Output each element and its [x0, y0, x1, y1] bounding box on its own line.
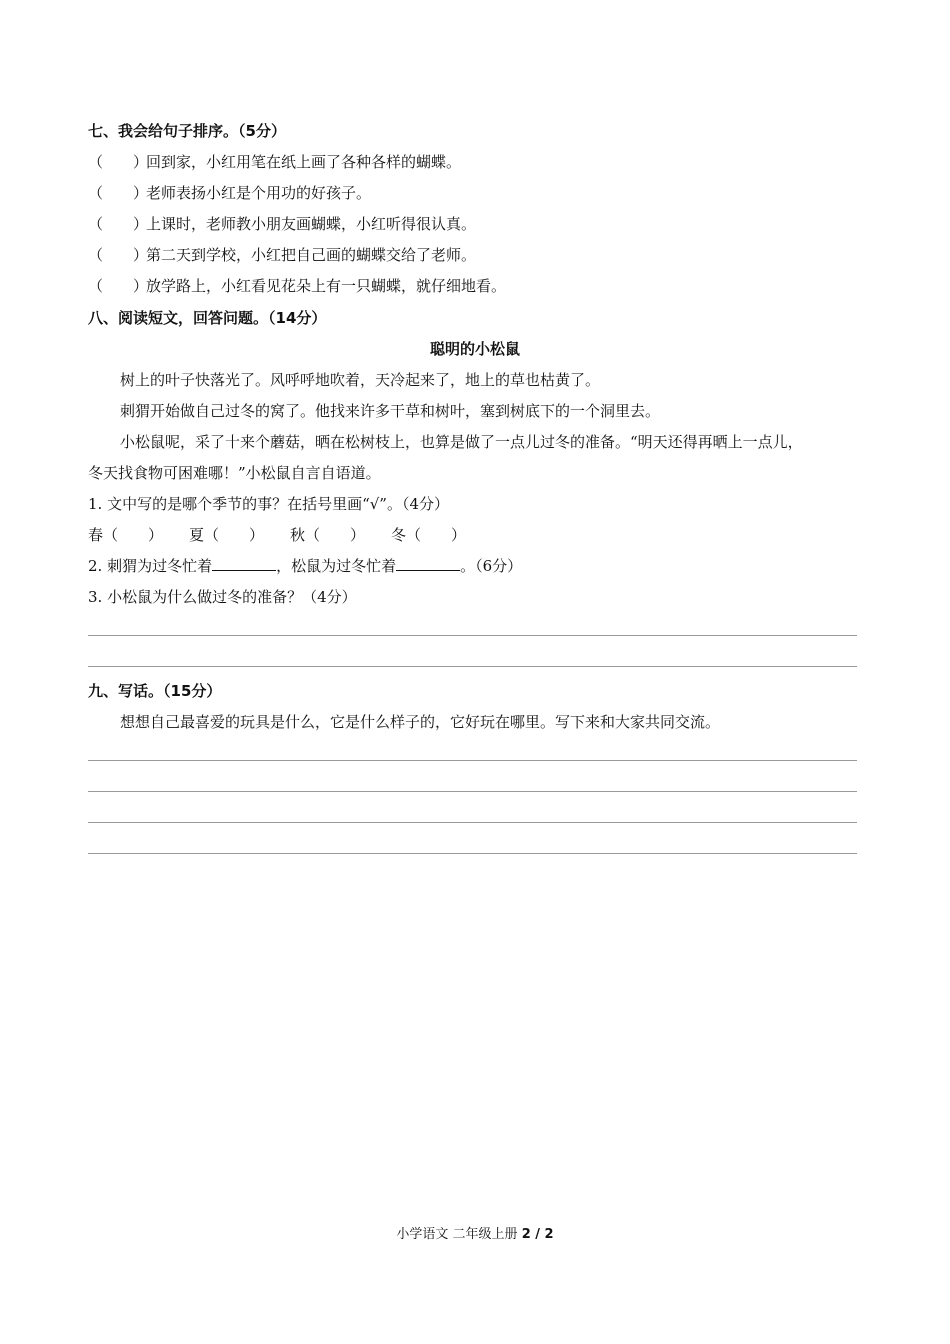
season-spring[interactable]: 春（ ）	[88, 526, 164, 544]
page-footer	[0, 1226, 950, 1244]
answer-bracket[interactable]: （ ）	[88, 153, 149, 171]
sort-item-2	[88, 183, 371, 203]
page-number: 2 / 2	[521, 1227, 554, 1242]
question-2-part3: 。（6分）	[460, 557, 523, 575]
hedgehog-answer-blank[interactable]	[212, 556, 276, 571]
sort-item-text: 放学路上，小红看见花朵上有一只蝴蝶，就仔细地看。	[146, 277, 507, 295]
footer-text: 小学语文 二年级上册	[396, 1227, 522, 1242]
sort-item-3	[88, 214, 476, 234]
sort-item-1	[88, 152, 461, 172]
section9-heading: 九、写话。（15分）	[88, 682, 222, 700]
story-paragraph-1: 树上的叶子快落光了。风呼呼地吹着，天冷起来了，地上的草也枯黄了。	[120, 371, 601, 389]
story-paragraph-3: 小松鼠呢，采了十来个蘑菇，晒在松树枝上，也算是做了一点儿过冬的准备。“明天还得再晒上一点儿，	[120, 433, 803, 451]
sort-item-text: 老师表扬小红是个用功的好孩子。	[146, 184, 372, 202]
question-1: 1. 文中写的是哪个季节的事？在括号里画“√”。（4分）	[88, 495, 450, 513]
story-paragraph-2: 刺猬开始做自己过冬的窝了。他找来许多干草和树叶，塞到树底下的一个洞里去。	[120, 402, 661, 420]
sort-item-text: 上课时，老师教小朋友画蝴蝶，小红听得很认真。	[146, 215, 477, 233]
answer-line-q3-2[interactable]	[88, 666, 857, 667]
season-options	[88, 525, 492, 545]
answer-bracket[interactable]: （ ）	[88, 246, 149, 264]
season-autumn[interactable]: 秋（ ）	[290, 526, 366, 544]
writing-line-4[interactable]	[88, 853, 857, 854]
answer-bracket[interactable]: （ ）	[88, 277, 149, 295]
story-title: 聪明的小松鼠	[429, 340, 520, 358]
question-2	[88, 556, 522, 576]
sort-item-text: 第二天到学校，小红把自己画的蝴蝶交给了老师。	[146, 246, 477, 264]
season-winter[interactable]: 冬（ ）	[391, 526, 467, 544]
answer-bracket[interactable]: （ ）	[88, 184, 149, 202]
answer-line-q3-1[interactable]	[88, 635, 857, 636]
question-2-part1: 2. 刺猬为过冬忙着	[88, 557, 213, 575]
writing-line-1[interactable]	[88, 760, 857, 761]
writing-line-3[interactable]	[88, 822, 857, 823]
section8-heading: 八、阅读短文，回答问题。（14分）	[88, 309, 327, 327]
sort-item-4	[88, 245, 476, 265]
writing-prompt: 想想自己最喜爱的玩具是什么，它是什么样子的，它好玩在哪里。写下来和大家共同交流。	[120, 713, 721, 731]
story-paragraph-3-cont: 冬天找食物可困难哪！”小松鼠自言自语道。	[88, 464, 381, 482]
squirrel-answer-blank[interactable]	[396, 556, 460, 571]
sort-item-5	[88, 276, 506, 296]
sort-item-text: 回到家，小红用笔在纸上画了各种各样的蝴蝶。	[146, 153, 462, 171]
question-3: 3. 小松鼠为什么做过冬的准备？（4分）	[88, 588, 357, 606]
writing-line-2[interactable]	[88, 791, 857, 792]
answer-bracket[interactable]: （ ）	[88, 215, 149, 233]
section7-heading: 七、我会给句子排序。（5分）	[88, 122, 286, 140]
question-2-part2: ，松鼠为过冬忙着	[276, 557, 397, 575]
season-summer[interactable]: 夏（ ）	[189, 526, 265, 544]
